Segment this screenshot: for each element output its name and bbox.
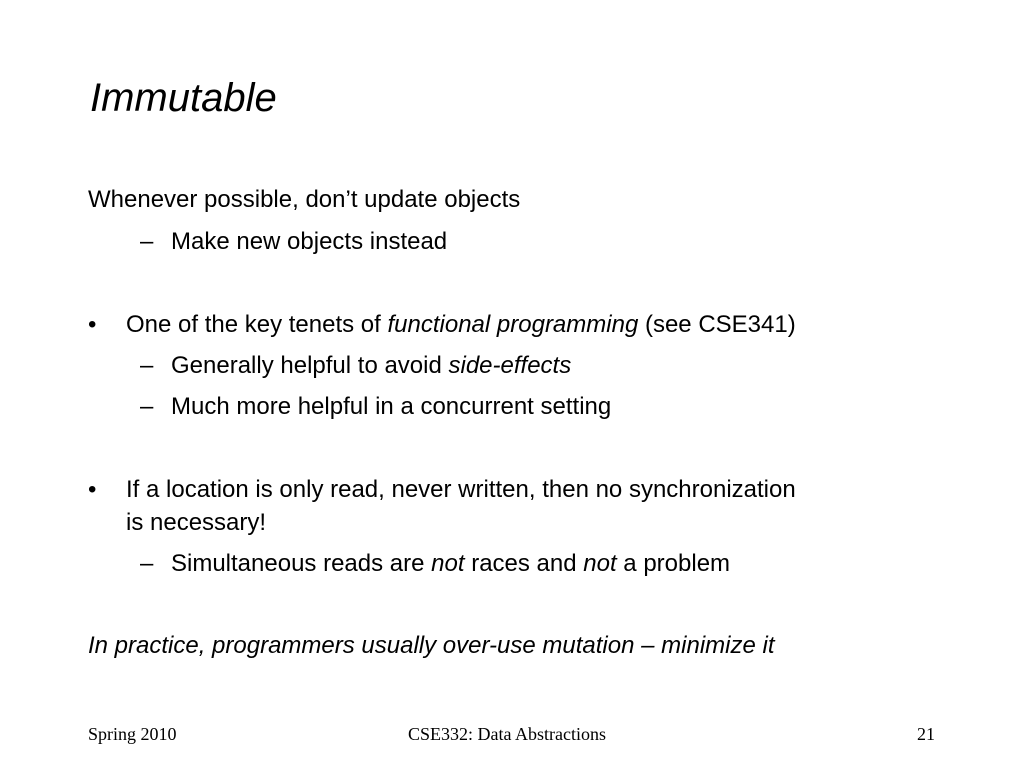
sub-reads-emphasis-1: not	[431, 550, 465, 577]
sub-concurrent-setting: Much more helpful in a concurrent setting	[171, 393, 612, 420]
slide-title: Immutable	[90, 76, 277, 120]
bullet-synchronization-line1: If a location is only read, never written, then no synchronization	[126, 476, 796, 503]
footer-page-number: 21	[917, 724, 935, 744]
intro-line: Whenever possible, don’t update objects	[88, 186, 521, 213]
dash-marker: –	[140, 393, 154, 420]
bullet-functional-programming	[126, 311, 796, 340]
closing-line: In practice, programmers usually over-use mutation – minimize it	[88, 632, 775, 659]
bullet1-text-pre: One of the key tenets of	[126, 311, 388, 338]
sub-simultaneous-reads	[171, 550, 730, 579]
sub-reads-post: a problem	[616, 550, 731, 577]
dash-marker: –	[140, 352, 154, 379]
sub1-text-emphasis: side-effects	[448, 352, 572, 379]
bullet1-text-emphasis: functional programming	[387, 311, 639, 338]
sub-reads-pre: Simultaneous reads are	[171, 550, 432, 577]
footer-date: Spring 2010	[88, 724, 177, 744]
dash-marker: –	[140, 550, 154, 577]
dash-marker: –	[140, 228, 154, 255]
footer-course: CSE332: Data Abstractions	[408, 724, 606, 744]
sub-reads-emphasis-2: not	[583, 550, 617, 577]
bullet-marker: •	[88, 476, 97, 503]
bullet-synchronization-line2: is necessary!	[126, 509, 267, 536]
sub-side-effects	[171, 352, 571, 381]
intro-sub-line: Make new objects instead	[171, 228, 448, 255]
sub-reads-mid: races and	[464, 550, 584, 577]
bullet-marker: •	[88, 311, 97, 338]
sub1-text-pre: Generally helpful to avoid	[171, 352, 449, 379]
bullet1-text-post: (see CSE341)	[638, 311, 796, 338]
